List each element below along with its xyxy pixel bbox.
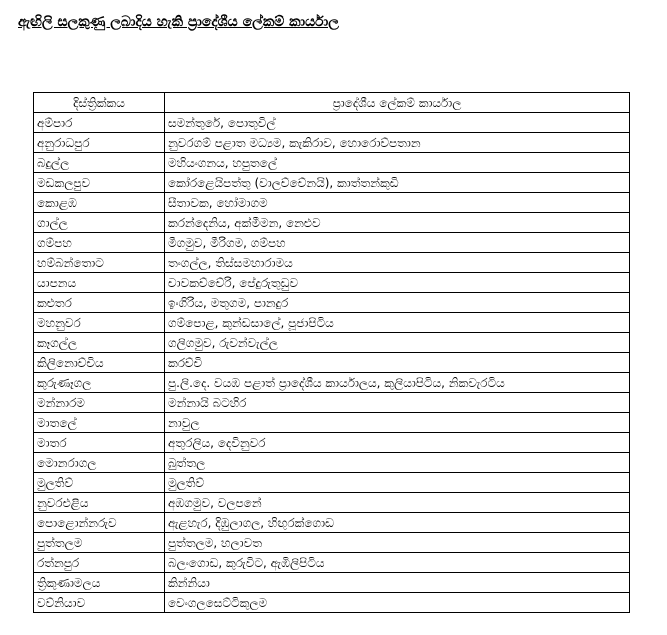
table-row [34,493,630,513]
district-cell: ගම්පහ [34,233,165,253]
table-row [34,113,630,133]
table-row [34,593,630,613]
column-header-district: දිස්ත්‍රික්කය [34,93,165,113]
district-cell: කිලිනොච්චිය [34,353,165,373]
table-row [34,373,630,393]
table-row [34,173,630,193]
secretariats-cell: ගම්පොළ, කුන්ඩසාලේ, පූජාපිටිය [165,313,630,333]
table-row [34,293,630,313]
table-row [34,273,630,293]
secretariats-cell: ඉංගිරිය, මතුගම, පානදුර [165,293,630,313]
table-row [34,133,630,153]
secretariats-cell: නුවරගම් පළාත මධ්‍යම, කැකිරාව, හොරොව්පතාන [165,133,630,153]
secretariats-cell: වෙංගලසෙට්ටිකුලම [165,593,630,613]
district-cell: මඩකලපුව [34,173,165,193]
table-row [34,233,630,253]
secretariats-cell: ගලිගමුව, රුවන්වැල්ල [165,333,630,353]
table-row [34,313,630,333]
secretariats-cell: පුත්තලම, හලාවත [165,533,630,553]
table-row [34,333,630,353]
secretariats-cell: කෝරළෙයිපත්තු (වාලච්චේනයි), කාත්තන්කුඩි [165,173,630,193]
secretariats-cell: බුත්තල [165,453,630,473]
table-row [34,533,630,553]
secretariats-cell: සමන්තුරේ, පොතුවිල් [165,113,630,133]
district-cell: කළුතර [34,293,165,313]
table-row [34,253,630,273]
district-cell: පුත්තලම [34,533,165,553]
district-cell: අනුරාධපුර [34,133,165,153]
district-cell: කෑගල්ල [34,333,165,353]
district-cell: ත්‍රිකුණාමලය [34,573,165,593]
secretariats-cell: කරන්දෙනිය, අක්මීමන, නෙළුව [165,213,630,233]
secretariats-cell: අතුරලිය, දෙවිනුවර [165,433,630,453]
secretariats-cell: ඇළහැර, දිඹුලාගල, හිඟුරක්ගොඩ [165,513,630,533]
secretariats-cell: තංගල්ල, තිස්සමහාරාමය [165,253,630,273]
column-header-secretariats: ප්‍රාදේශීය ලේකම් කාර්යාල [165,93,630,113]
district-cell: මාතලේ [34,413,165,433]
table-row [34,413,630,433]
table-row [34,573,630,593]
district-cell: අම්පාර [34,113,165,133]
secretariats-cell: මීගමුව, මීරිගම, ගම්පහ [165,233,630,253]
divisional-secretariat-table [33,92,630,613]
district-cell: පොළොන්නරුව [34,513,165,533]
table-row [34,433,630,453]
district-cell: මාතර [34,433,165,453]
table-header-row [34,93,630,113]
district-cell: ගාල්ල [34,213,165,233]
table-row [34,353,630,373]
table-row [34,193,630,213]
district-cell: කුරුණෑගල [34,373,165,393]
district-cell: මහනුවර [34,313,165,333]
secretariats-cell: මුලතිව් [165,473,630,493]
district-cell: කොළඹ [34,193,165,213]
district-cell: රත්නපුර [34,553,165,573]
page-title: ඇඟිලි සලකුණු ලබාදිය හැකි ප්‍රාදේශීය ලේකම් කාර්යාල [18,14,339,30]
secretariats-cell: පු.ලි.දෙ. වයඹ පළාත් ප්‍රාදේශීය කාර්යාලය, කුලියාපිටිය, නිකවැරටිය [165,373,630,393]
district-cell: මොනරාගල [34,453,165,473]
table-row [34,393,630,413]
secretariats-cell: බලංගොඩ, කුරුවිට, ඇඹිලිපිටිය [165,553,630,573]
secretariats-cell: කරච්චි [165,353,630,373]
table-row [34,553,630,573]
district-cell: වව්නියාව [34,593,165,613]
table-body [34,113,630,613]
district-cell: යාපනය [34,273,165,293]
district-cell: නුවරඑළිය [34,493,165,513]
table-row [34,453,630,473]
secretariats-cell: සීතාවක, හෝමාගම [165,193,630,213]
table-row [34,513,630,533]
secretariats-cell: මහියංගනය, හපුතලේ [165,153,630,173]
district-cell: හම්බන්තොට [34,253,165,273]
secretariats-cell: අඹගමුව, වලපනේ [165,493,630,513]
table-row [34,473,630,493]
secretariats-cell: මන්නායි බටහිර [165,393,630,413]
district-cell: බදුල්ල [34,153,165,173]
secretariats-cell: කින්නියා [165,573,630,593]
district-cell: මුලතිව් [34,473,165,493]
secretariats-cell: චාවකච්චේරි, පේදුරුතුඩුව [165,273,630,293]
table-row [34,153,630,173]
table-row [34,213,630,233]
district-cell: මන්නාරම [34,393,165,413]
secretariats-cell: නාවුල [165,413,630,433]
